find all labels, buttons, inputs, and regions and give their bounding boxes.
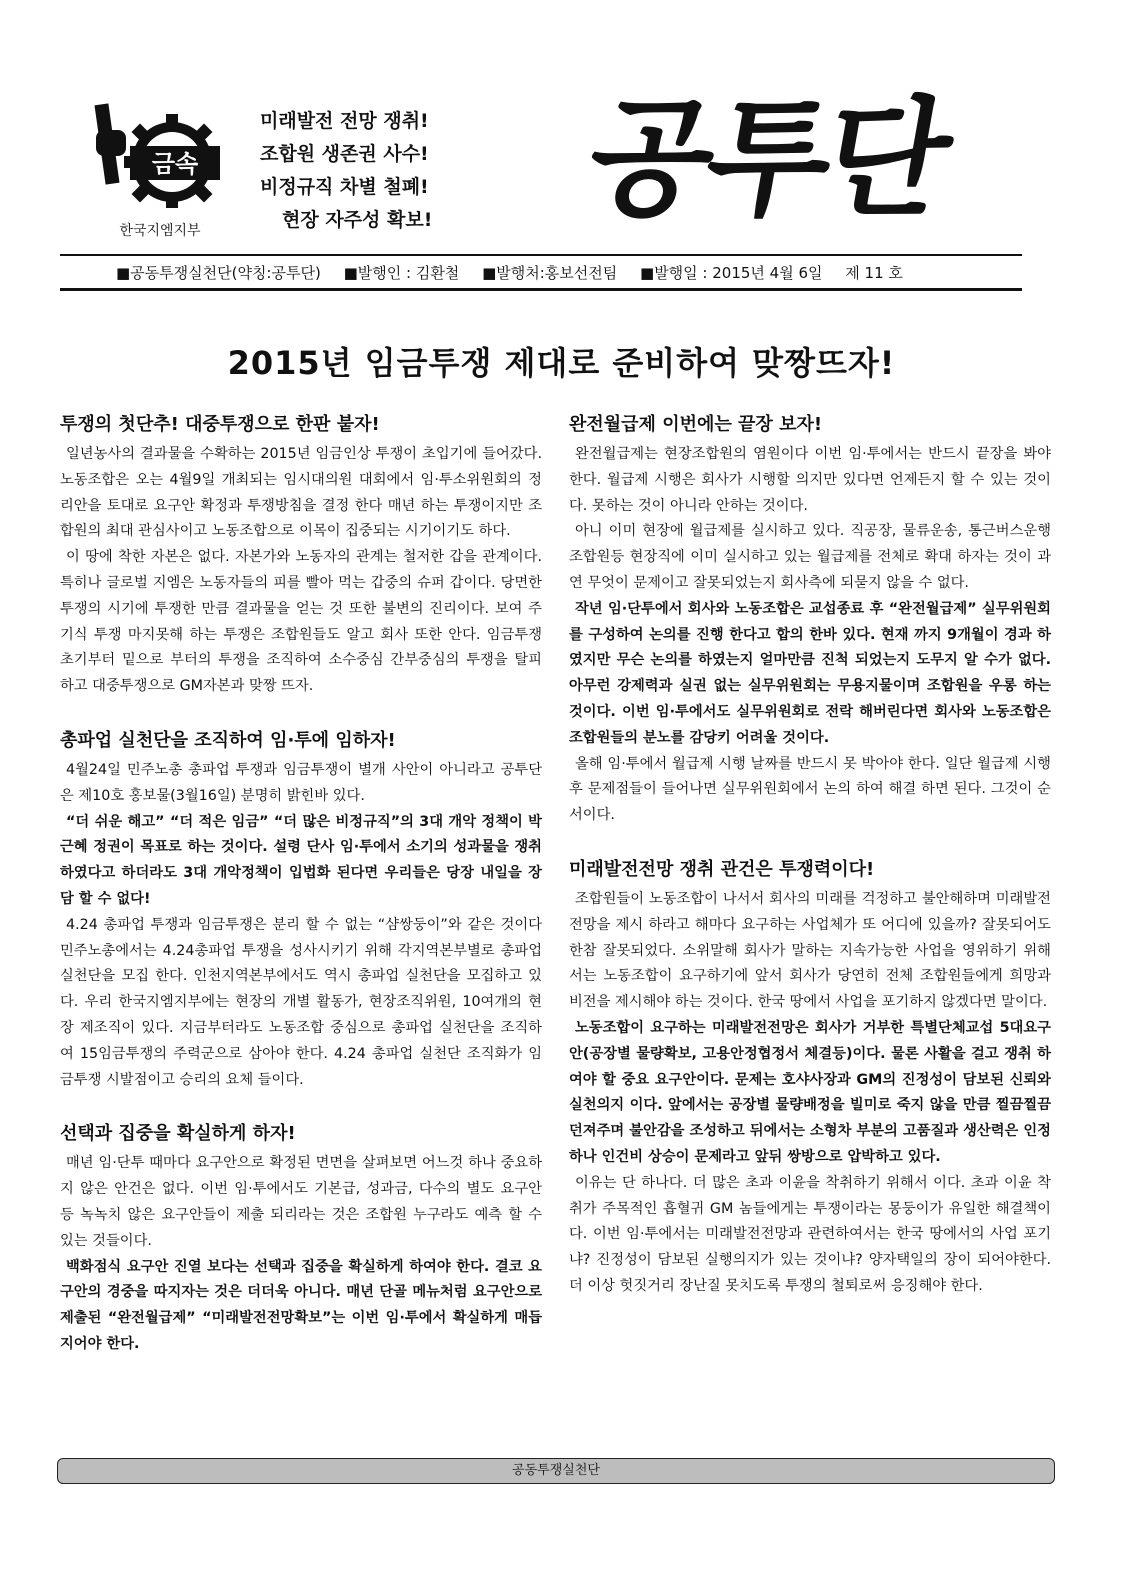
section-5-paragraph-1: 조합원들이 노동조합이 나서서 회사의 미래를 걱정하고 불안해하며 미래발전전망을 제시 하라고 해마다 요구하는 사업체가 또 어디에 있을까? 잘못되어도 한참 잘못되었다. 소위말해 회사가 말하는 지속가능한 사업을 영위하기 위해서는 노동조합이 요구하기에 앞서 회사가 당연히 전체 조합원들에게 희망과 비전을 제시해야 하는 것이다. 한국 땅에서 사업을 포기하지 않겠다면 말이다.: [569, 890, 1051, 1011]
issue-number: 제 11 호: [845, 264, 903, 282]
masthead: [60, 85, 1050, 250]
section-title-5: 미래발전전망 쟁취 관건은 투쟁력이다!: [569, 858, 875, 880]
section-3-paragraph-1-emphasis: 백화점식 요구안 진열 보다는 선택과 집중을 확실하게 하여야 한다. 결코 요구안의 경중을 따지자는 것은 더더욱 아니다. 매년 단골 메뉴처럼 요구안으로 제출된 “완전월급제” “미래발전전망확보”는 이번 임·투에서 확실하게 매듭 지어야 한다.: [60, 1258, 542, 1352]
section-4-paragraph-3-cont: 올해 임·투에서 월급제 시행 날짜를 반드시 못 박아야 한다. 일단 월급제 시행 후 문제점들이 들어나면 실무위원회에서 논의 하여 해결 하면 된다. 그것이 순서이다.: [569, 755, 1051, 824]
section-2-paragraph-2: 4.24 총파업 투쟁과 임금투쟁은 분리 할 수 없는 “샴쌍둥이”와 같은 것이다 민주노총에서는 4.24총파업 투쟁을 성사시키기 위해 각지역본부별로 총파업 실천단을 모집 한다. 인천지역본부에서도 역시 총파업 실천단을 모집하고 있다. 우리 한국지엠지부에는 현장의 개별 활동가, 현장조직위원, 10여개의 현장 제조직이 있다. 지금부터라도 노동조합 중심으로 총파업 실천단을 조직하여 15임금투쟁의 주력군으로 삼아야 한다. 4.24 총파업 실천단 조직화가 임금투쟁 시발점이고 승리의 요체 들이다.: [60, 916, 542, 1088]
slogan-3: 비정규직 차별 철폐!: [260, 176, 429, 198]
section-2-paragraph-1: 4월24일 민주노총 총파업 투쟁과 임금투쟁이 별개 사안이 아니라고 공투단은 제10호 홍보물(3월16일) 분명히 밝힌바 있다.: [60, 761, 542, 804]
slogan-4: 현장 자주성 확보!: [282, 209, 433, 231]
section-title-3: 선택과 집중을 확실하게 하자!: [60, 1123, 296, 1145]
slogan-1: 미래발전 전망 쟁취!: [260, 110, 429, 132]
region-label: 한국지엠지부: [119, 223, 201, 239]
publication-info-bar: [60, 254, 1022, 291]
section-1-paragraph-1: 일년농사의 결과물을 수확하는 2015년 임금인상 투쟁이 초입기에 들어갔다. 노동조합은 오는 4월9일 개최되는 임시대의원 대회에서 임·투소위원회의 정리안을 토대로 요구안 확정과 투쟁방침을 결정 한다 매년 하는 투쟁이지만 조합원의 최대 관심사이고 노동조합으로 이목이 집중되는 시기이기도 하다.: [60, 446, 542, 540]
newsletter-title: 공투단: [576, 85, 957, 234]
logo-text: 금속: [151, 150, 199, 178]
union-logo: [90, 100, 235, 210]
section-1-paragraph-2: 이 땅에 착한 자본은 없다. 자본가와 노동자의 관계는 철저한 갑을 관계이다. 특히나 글로벌 지엠은 노동자들의 피를 빨아 먹는 갑중의 슈퍼 갑이다. 당면한 투쟁의 시기에 투쟁한 만큼 결과물을 얻는 것 또한 불변의 진리이다. 보여 주기식 투쟁 마지못해 하는 투쟁은 조합원들도 알고 회사 또한 안다. 임금투쟁 초기부터 밑으로 부터의 투쟁을 조직하여 소수중심 간부중심의 투쟁을 탈피 하고 대중투쟁으로 GM자본과 맞짱 뜨자.: [60, 549, 542, 695]
section-4-paragraph-2: 아니 이미 현장에 월급제를 실시하고 있다. 직공장, 물류운송, 통근버스운행 조합원등 현장직에 이미 실시하고 있는 월급제를 전체로 확대 하자는 것이 과연 무엇이 문제이고 잘못되었는지 회사측에 되묻지 않을 수 없다.: [569, 523, 1051, 591]
left-column: [60, 410, 542, 1358]
section-5-paragraph-2: 노동조합이 요구하는 미래발전전망은 회사가 거부한 특별단체교섭 5대요구안(공장별 물량확보, 고용안정협정서 체결등)이다. 물론 사활을 걸고 쟁취 하여야 할 중요 요구안이다. 문제는 호샤사장과 GM의 진정성이 담보된 신뢰와 실천의지 이다. 앞에서는 공장별 물량배정을 빌미로 죽지 않을 만큼 찔끔찔끔 던져주며 불안감을 조성하고 뒤에서는 소형차 부분의 고품질과 생산력은 인정하나 인건비 상승이 문제라고 앞뒤 쌍방으로 압박하고 있다.: [569, 1019, 1051, 1165]
section-2-paragraph-1-emphasis: “더 쉬운 해고” “더 적은 임금” “더 많은 비정규직”의 3대 개악 정책이 박근혜 정권이 목표로 하는 것이다. 설령 단사 임·투에서 소기의 성과물을 쟁취 하였다고 하더라도 3대 개악정책이 입법화 된다면 우리들은 당장 내일을 장담 할 수 없다!: [60, 813, 542, 907]
publisher: ■발행인 : 김환철: [343, 264, 460, 282]
footer-bar: 공동투쟁실천단: [57, 1458, 1055, 1484]
section-title-1: 투쟁의 첫단추! 대중투쟁으로 한판 붙자!: [60, 414, 380, 435]
right-column: [569, 410, 1051, 1300]
section-title-2: 총파업 실천단을 조직하여 임·투에 임하자!: [60, 729, 396, 751]
slogan-2: 조합원 생존권 사수!: [260, 143, 429, 165]
section-title-4: 완전월급제 이번에는 끝장 보자!: [569, 414, 823, 435]
publish-date: ■발행일 : 2015년 4월 6일: [640, 264, 823, 282]
publishing-office: ■발행처:홍보선전팀: [482, 264, 618, 282]
section-4-paragraph-3: 작년 임·단투에서 회사와 노동조합은 교섭종료 후 “완전월급제” 실무위원회를 구성하여 논의를 진행 한다고 합의 한바 있다. 현재 까지 9개월이 경과 하였지만 무슨 논의를 하였는지 얼마만큼 진척 되었는지 도무지 알 수가 없다. 아무런 강제력과 실권 없는 실무위원회는 무용지물이며 조합원을 우롱 하는 것이다. 이번 임·투에서도 실무위원회로 전락 해버린다면 회사와 노동조합은 조합원들의 분노를 감당키 어려울 것이다.: [569, 600, 1051, 746]
section-4-paragraph-1: 완전월급제는 현장조합원의 염원이다 이번 임·투에서는 반드시 끝장을 봐야한다. 월급제 시행은 회사가 시행할 의지만 있다면 언제든지 할 수 있는 것이다. 못하는 것이 아니라 안하는 것이다.: [569, 446, 1051, 514]
section-3-paragraph-1: 매년 임·단투 때마다 요구안으로 확정된 면면을 살펴보면 어느것 하나 중요하지 않은 안건은 없다. 이번 임·투에서도 기본급, 성과금, 다수의 별도 요구안 등 녹녹치 않은 요구안들이 제출 되리라는 것은 조합원 누구라도 예측 할 수 있는 것들이다.: [60, 1155, 542, 1249]
org-name: ■공동투쟁실천단(약칭:공투단): [116, 264, 321, 282]
section-5-paragraph-2-cont: 이유는 단 하나다. 더 많은 초과 이윤을 착취하기 위해서 이다. 초과 이윤 착취가 주목적인 흡혈귀 GM 놈들에게는 투쟁이라는 몽둥이가 유일한 해결책이다. 이번 임·투에서는 미래발전전망과 관련하여서는 한국 땅에서의 사업 포기냐? 진정성이 담보된 실행의지가 있는 것이냐? 양자택일의 장이 되어야한다. 더 이상 헛짓거리 장난질 못치도록 투쟁의 철퇴로써 응징해야 한다.: [569, 1174, 1051, 1294]
slogan-list: [260, 105, 520, 237]
headline: 2015년 임금투쟁 제대로 준비하여 맞짱뜨자!: [227, 344, 896, 382]
